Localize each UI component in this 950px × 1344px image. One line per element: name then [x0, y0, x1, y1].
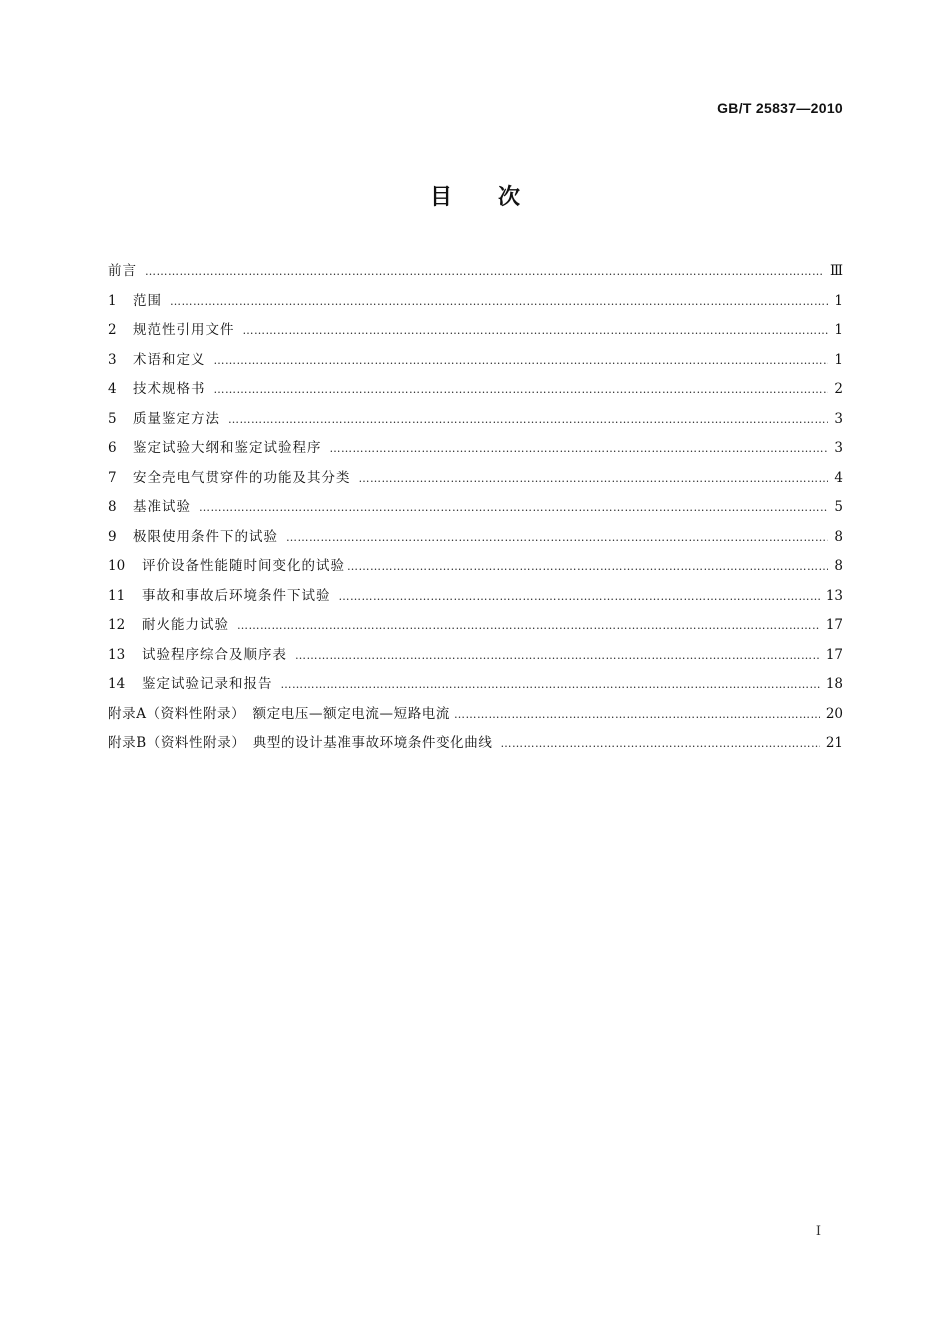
page-number: I [815, 1224, 821, 1239]
toc-leader-dots [214, 383, 829, 396]
toc-leader-dots [500, 737, 819, 750]
toc-entry-1[interactable] [108, 289, 843, 319]
toc-entry-page: 17 [825, 646, 843, 663]
toc-entry-number: 2 [108, 322, 117, 338]
toc-entry-title: 事故和事故后环境条件下试验 [142, 587, 331, 604]
toc-entry-title: 耐火能力试验 [142, 617, 229, 633]
toc-entry-title: 范围 [133, 292, 162, 309]
toc-entry-title: 前言 [108, 263, 137, 279]
toc-entry-number: 13 [108, 646, 126, 663]
toc-entry-11[interactable] [108, 584, 843, 614]
toc-entry-page: 20 [825, 705, 843, 722]
toc-entry-title: 极限使用条件下的试验 [133, 528, 278, 545]
toc-entry-6[interactable] [108, 436, 843, 466]
toc-entry-title: 试验程序综合及顺序表 [142, 646, 287, 663]
toc-entry-page: 5 [834, 499, 843, 515]
toc-entry-page: 4 [834, 469, 843, 486]
toc-entry-number: 14 [108, 676, 126, 692]
table-of-contents [108, 259, 843, 761]
standard-code: GB/T 25837—2010 [717, 100, 843, 116]
toc-entry-title: 技术规格书 [133, 381, 206, 397]
toc-entry-title: 附录A（资料性附录） 额定电压—额定电流—短路电流 [108, 705, 450, 722]
toc-entry-8[interactable] [108, 495, 843, 525]
toc-entry-13[interactable] [108, 643, 843, 673]
toc-entry-title: 附录B（资料性附录） 典型的设计基准事故环境条件变化曲线 [108, 735, 493, 751]
toc-leader-dots [145, 265, 824, 278]
toc-entry-page: 1 [834, 292, 843, 309]
toc-entry-page: 21 [825, 735, 843, 751]
toc-entry-title: 鉴定试验大纲和鉴定试验程序 [133, 440, 322, 456]
toc-entry-foreword[interactable] [108, 259, 843, 289]
toc-leader-dots [228, 413, 828, 426]
toc-entry-page: 1 [834, 322, 843, 338]
toc-entry-page: 17 [825, 617, 843, 633]
toc-entry-title: 安全壳电气贯穿件的功能及其分类 [133, 469, 351, 486]
toc-entry-title: 规范性引用文件 [133, 322, 235, 338]
toc-entry-number: 7 [108, 469, 117, 486]
toc-leader-dots [359, 472, 829, 485]
toc-entry-appendix-b[interactable] [108, 731, 843, 761]
toc-entry-number: 3 [108, 351, 117, 368]
toc-leader-dots [281, 678, 820, 691]
toc-entry-title: 鉴定试验记录和报告 [142, 676, 273, 692]
toc-entry-7[interactable] [108, 466, 843, 496]
toc-entry-page: 8 [834, 558, 843, 574]
toc-leader-dots [237, 619, 820, 632]
toc-entry-3[interactable] [108, 348, 843, 378]
toc-leader-dots [214, 354, 829, 367]
toc-leader-dots [330, 442, 829, 455]
page-title: 目次 [429, 185, 566, 210]
toc-entry-4[interactable] [108, 377, 843, 407]
toc-entry-page: 3 [834, 410, 843, 427]
toc-entry-12[interactable] [108, 613, 843, 643]
toc-entry-number: 10 [108, 558, 126, 574]
toc-leader-dots [286, 531, 828, 544]
toc-entry-title: 评价设备性能随时间变化的试验 [142, 558, 345, 574]
toc-leader-dots [170, 295, 828, 308]
toc-entry-10[interactable] [108, 554, 843, 584]
toc-entry-2[interactable] [108, 318, 843, 348]
toc-entry-number: 11 [108, 587, 126, 604]
toc-entry-number: 4 [108, 381, 117, 397]
toc-entry-page: Ⅲ [829, 263, 843, 279]
toc-leader-dots [295, 649, 820, 662]
toc-entry-title: 术语和定义 [133, 351, 206, 368]
toc-entry-number: 6 [108, 440, 117, 456]
toc-entry-page: 2 [834, 381, 843, 397]
toc-leader-dots [199, 501, 828, 514]
toc-entry-number: 9 [108, 528, 117, 545]
toc-leader-dots [454, 708, 820, 721]
toc-entry-title: 基准试验 [133, 499, 191, 515]
toc-entry-appendix-a[interactable] [108, 702, 843, 732]
toc-entry-9[interactable] [108, 525, 843, 555]
toc-entry-page: 3 [834, 440, 843, 456]
toc-entry-number: 5 [108, 410, 117, 427]
toc-leader-dots [347, 560, 828, 573]
toc-leader-dots [243, 324, 829, 337]
toc-entry-page: 8 [834, 528, 843, 545]
toc-entry-page: 1 [834, 351, 843, 368]
toc-entry-14[interactable] [108, 672, 843, 702]
toc-entry-number: 8 [108, 499, 117, 515]
toc-entry-number: 1 [108, 292, 117, 309]
toc-entry-number: 12 [108, 617, 126, 633]
toc-entry-page: 13 [825, 587, 843, 604]
toc-entry-title: 质量鉴定方法 [133, 410, 220, 427]
toc-leader-dots [339, 590, 820, 603]
toc-entry-5[interactable] [108, 407, 843, 437]
toc-entry-page: 18 [825, 676, 843, 692]
